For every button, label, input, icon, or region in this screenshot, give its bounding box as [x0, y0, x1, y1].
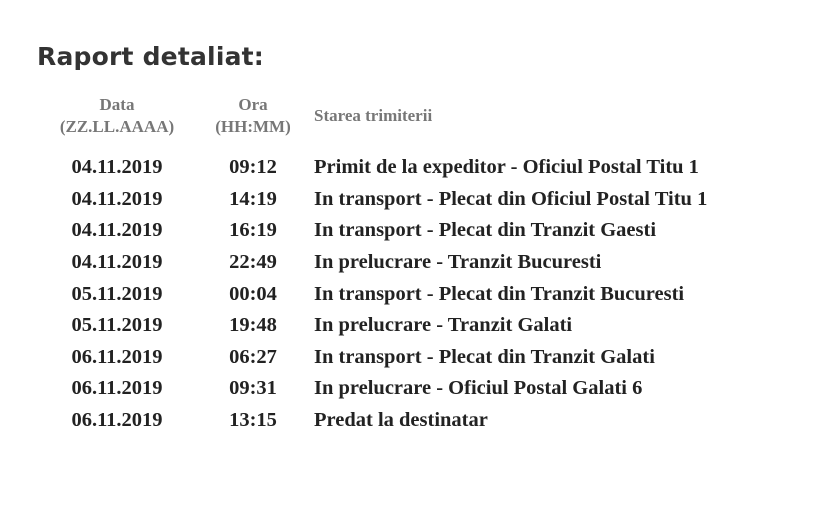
row-time: 13:15: [229, 409, 277, 432]
table-row: [42, 405, 707, 437]
row-status: In prelucrare - Oficiul Postal Galati 6: [314, 377, 643, 400]
column-header-time: [192, 92, 314, 152]
table-header-row: [42, 92, 707, 152]
row-date: 05.11.2019: [71, 314, 163, 337]
row-status: In transport - Plecat din Tranzit Bucuresti: [314, 282, 685, 305]
row-status: In transport - Plecat din Tranzit Galati: [314, 345, 655, 368]
tracking-table: [42, 92, 707, 436]
row-time: 00:04: [229, 282, 277, 305]
column-header-time-label: Ora: [238, 95, 268, 114]
row-time: 14:19: [229, 187, 277, 210]
row-status: Primit de la expeditor - Oficiul Postal Titu 1: [314, 156, 699, 179]
row-time: 22:49: [229, 251, 277, 274]
table-row: [42, 152, 707, 184]
row-date: 06.11.2019: [71, 409, 163, 432]
table-row: [42, 215, 707, 247]
row-status: In prelucrare - Tranzit Galati: [314, 314, 573, 337]
row-date: 04.11.2019: [71, 251, 163, 274]
row-date: 04.11.2019: [71, 156, 163, 179]
row-date: 06.11.2019: [71, 377, 163, 400]
row-date: 05.11.2019: [71, 282, 163, 305]
column-header-date-format: (ZZ.LL.AAAA): [59, 117, 175, 136]
table-row: [42, 373, 707, 405]
row-time: 06:27: [229, 345, 277, 368]
page-title: Raport detaliat:: [37, 42, 265, 71]
row-time: 19:48: [229, 314, 277, 337]
row-date: 04.11.2019: [71, 219, 163, 242]
table-row: [42, 184, 707, 216]
table-row: [42, 342, 707, 374]
column-header-status: Starea trimiterii: [314, 106, 433, 125]
column-header-date: [42, 92, 192, 152]
table-row: [42, 247, 707, 279]
row-date: 06.11.2019: [71, 345, 163, 368]
table-row: [42, 278, 707, 310]
row-date: 04.11.2019: [71, 187, 163, 210]
row-status: Predat la destinatar: [314, 409, 488, 432]
column-header-date-label: Data: [99, 95, 135, 114]
table-row: [42, 310, 707, 342]
row-status: In transport - Plecat din Oficiul Postal Titu 1: [314, 187, 708, 210]
row-status: In prelucrare - Tranzit Bucuresti: [314, 251, 602, 274]
row-time: 16:19: [229, 219, 277, 242]
column-header-time-format: (HH:MM): [215, 117, 291, 136]
row-time: 09:12: [229, 156, 277, 179]
row-status: In transport - Plecat din Tranzit Gaesti: [314, 219, 657, 242]
row-time: 09:31: [229, 377, 277, 400]
